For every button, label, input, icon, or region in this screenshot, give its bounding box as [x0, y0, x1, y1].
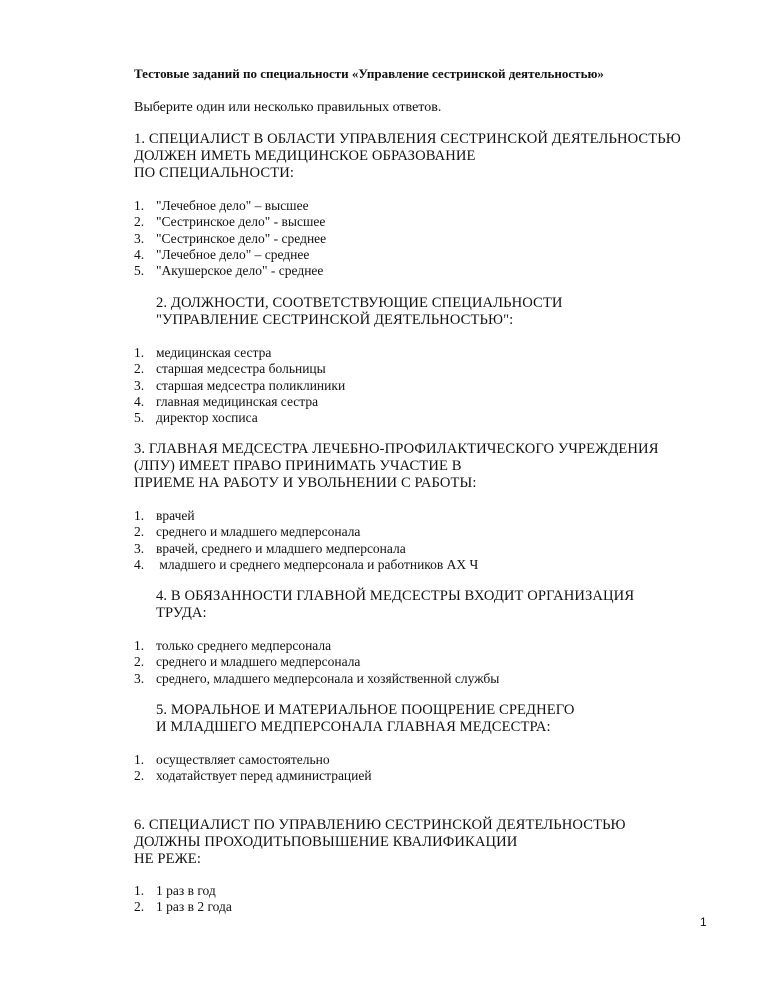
answer-option: 1. "Лечебное дело" – высшее: [134, 198, 309, 213]
question-3-text: [134, 441, 659, 492]
answer-option: 5. директор хосписа: [134, 410, 258, 426]
answer-option: 2. среднего и младшего медперсонала: [134, 524, 361, 540]
question-2-options: [134, 345, 345, 426]
answer-option: 5. "Акушерское дело" - среднее: [134, 263, 324, 279]
answer-option: 2. 1 раз в 2 года: [134, 899, 232, 915]
answer-option: 1. 1 раз в год: [134, 883, 216, 898]
question-line: ТРУДА:: [156, 605, 207, 621]
question-line: 1. СПЕЦИАЛИСТ В ОБЛАСТИ УПРАВЛЕНИЯ СЕСТРИНСКОЙ ДЕЯТЕЛЬНОСТЬЮ: [134, 131, 681, 147]
question-3-options: [134, 508, 478, 573]
question-line: ПО СПЕЦИАЛЬНОСТИ:: [134, 165, 295, 181]
answer-option: 3. среднего, младшего медперсонала и хозяйственной службы: [134, 670, 500, 686]
question-1-text: [134, 131, 681, 182]
question-1-options: [134, 198, 326, 279]
answer-option: 4. младшего и среднего медперсонала и работников АХ Ч: [134, 556, 479, 572]
answer-option: 1. медицинская сестра: [134, 345, 272, 360]
question-4-text: [156, 588, 634, 622]
question-line: 5. МОРАЛЬНОЕ И МАТЕРИАЛЬНОЕ ПООЩРЕНИЕ СРЕДНЕГО: [156, 702, 575, 718]
question-line: И МЛАДШЕГО МЕДПЕРСОНАЛА ГЛАВНАЯ МЕДСЕСТРА:: [156, 719, 551, 735]
question-2-text: [156, 295, 563, 329]
answer-option: 1. осуществляет самостоятельно: [134, 752, 330, 767]
question-line: "УПРАВЛЕНИЕ СЕСТРИНСКОЙ ДЕЯТЕЛЬНОСТЬЮ":: [156, 312, 514, 328]
answer-option: 2. старшая медсестра больницы: [134, 361, 326, 377]
answer-option: 2. ходатайствует перед администрацией: [134, 768, 372, 784]
answer-option: 4. "Лечебное дело" – среднее: [134, 246, 310, 262]
answer-option: 1. врачей: [134, 508, 195, 523]
question-line: ПРИЕМЕ НА РАБОТУ И УВОЛЬНЕНИИ С РАБОТЫ:: [134, 475, 477, 491]
instructions: Выберите один или несколько правильных ответов.: [134, 100, 442, 115]
question-5-options: [134, 752, 372, 785]
question-4-options: [134, 638, 499, 687]
question-line: 6. СПЕЦИАЛИСТ ПО УПРАВЛЕНИЮ СЕСТРИНСКОЙ ДЕЯТЕЛЬНОСТЬЮ: [134, 817, 626, 833]
question-line: 3. ГЛАВНАЯ МЕДСЕСТРА ЛЕЧЕБНО-ПРОФИЛАКТИЧЕСКОГО УЧРЕЖДЕНИЯ: [134, 441, 659, 457]
question-line: ДОЛЖЕН ИМЕТЬ МЕДИЦИНСКОЕ ОБРАЗОВАНИЕ: [134, 148, 476, 164]
question-6-text: [134, 817, 626, 868]
question-6-options: [134, 883, 232, 916]
question-line: 2. ДОЛЖНОСТИ, СООТВЕТСТВУЮЩИЕ СПЕЦИАЛЬНОСТИ: [156, 295, 563, 311]
question-line: НЕ РЕЖЕ:: [134, 851, 201, 867]
question-line: 4. В ОБЯЗАННОСТИ ГЛАВНОЙ МЕДСЕСТРЫ ВХОДИТ ОРГАНИЗАЦИЯ: [156, 588, 635, 604]
answer-option: 4. главная медицинская сестра: [134, 393, 319, 409]
answer-option: 3. "Сестринское дело" - среднее: [134, 230, 327, 246]
page-number: 1: [700, 915, 707, 929]
question-5-text: [156, 702, 575, 736]
answer-option: 2. "Сестринское дело" - высшее: [134, 214, 326, 230]
question-line: (ЛПУ) ИМЕЕТ ПРАВО ПРИНИМАТЬ УЧАСТИЕ В: [134, 458, 462, 474]
question-line: ДОЛЖНЫ ПРОХОДИТЬПОВЫШЕНИЕ КВАЛИФИКАЦИИ: [134, 834, 518, 850]
document-title: Тестовые заданий по специальности «Управление сестринской деятельностью»: [134, 66, 604, 81]
answer-option: 1. только среднего медперсонала: [134, 638, 332, 653]
answer-option: 3. старшая медсестра поликлиники: [134, 377, 346, 393]
answer-option: 2. среднего и младшего медперсонала: [134, 654, 361, 670]
answer-option: 3. врачей, среднего и младшего медперсонала: [134, 540, 406, 556]
